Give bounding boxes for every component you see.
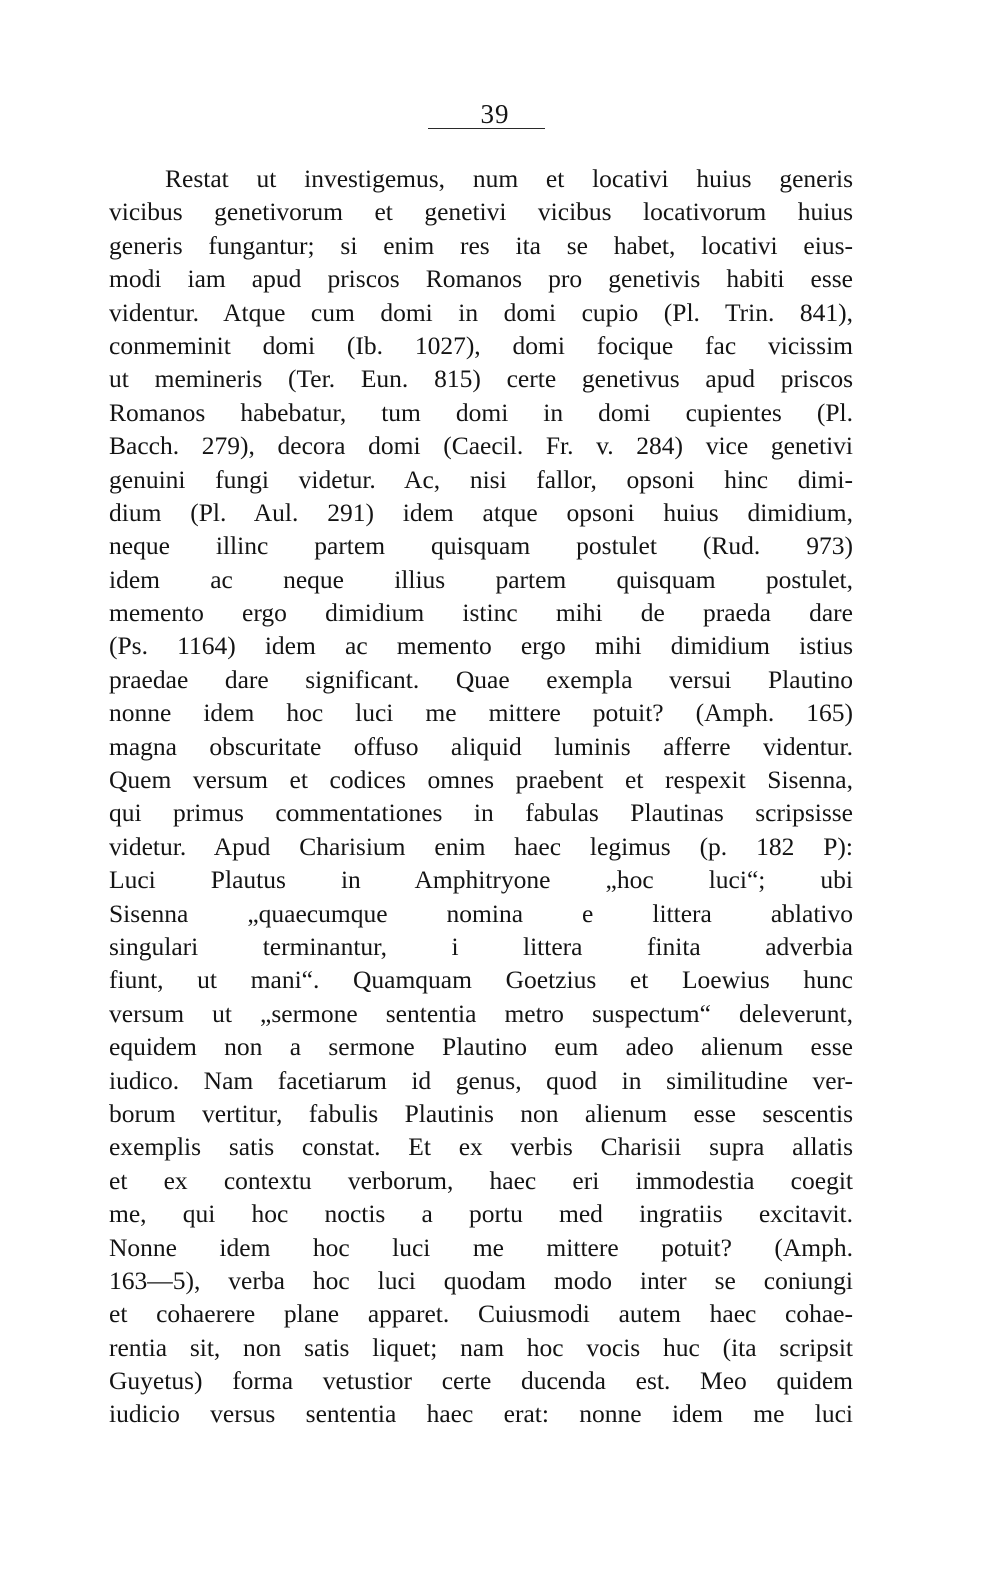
text-line: genuini fungi videtur. Ac, nisi fallor, opsoni hinc dimi- (109, 464, 853, 494)
body-text (109, 162, 853, 1431)
text-line: 163—5), verba hoc luci quodam modo inter se coniungi (109, 1265, 853, 1295)
text-line: generis fungantur; si enim res ita se habet, locativi eius- (109, 230, 853, 260)
text-line: memento ergo dimidium istinc mihi de praeda dare (109, 598, 853, 628)
text-line: exemplis satis constat. Et ex verbis Charisii supra allatis (109, 1132, 853, 1162)
text-line: Guyetus) forma vetustior certe ducenda est. Meo quidem (109, 1366, 853, 1396)
text-line: versum ut „sermone sententia metro suspectum“ deleverunt, (109, 998, 853, 1028)
text-line: conmeminit domi (Ib. 1027), domi focique fac vicissim (109, 330, 853, 360)
text-line: iudico. Nam facetiarum id genus, quod in similitudine ver- (109, 1065, 853, 1095)
text-line: Restat ut investigemus, num et locativi huius generis (165, 164, 853, 193)
text-line: modi iam apud priscos Romanos pro genetivis habiti esse (109, 264, 853, 294)
text-line: Bacch. 279), decora domi (Caecil. Fr. v. 284) vice genetivi (109, 431, 853, 461)
text-line: videtur. Apud Charisium enim haec legimus (p. 182 P): (109, 831, 853, 861)
text-line: Quem versum et codices omnes praebent et respexit Sisenna, (109, 765, 853, 795)
text-line: Nonne idem hoc luci me mittere potuit? (Amph. (109, 1232, 853, 1262)
text-line: Sisenna „quaecumque nomina e littera ablativo (109, 898, 853, 928)
text-line: idem ac neque illius partem quisquam postulet, (109, 564, 853, 594)
text-line: et cohaerere plane apparet. Cuiusmodi autem haec cohae- (109, 1299, 853, 1329)
text-line: nonne idem hoc luci me mittere potuit? (Amph. 165) (109, 698, 853, 728)
page-number: 39 (480, 99, 510, 129)
text-line: (Ps. 1164) idem ac memento ergo mihi dimidium istius (109, 631, 853, 661)
text-line: borum vertitur, fabulis Plautinis non alienum esse sescentis (109, 1098, 853, 1128)
text-line: neque illinc partem quisquam postulet (Rud. 973) (109, 531, 853, 561)
text-line: videntur. Atque cum domi in domi cupio (Pl. Trin. 841), (109, 297, 853, 327)
text-line: rentia sit, non satis liquet; nam hoc vocis huc (ita scripsit (109, 1332, 853, 1362)
text-line: iudicio versus sententia haec erat: nonne idem me luci (109, 1399, 853, 1429)
page-number-rule (428, 128, 545, 129)
text-line: ut memineris (Ter. Eun. 815) certe genetivus apud priscos (109, 364, 853, 394)
text-line: dium (Pl. Aul. 291) idem atque opsoni huius dimidium, (109, 497, 853, 527)
text-line: Luci Plautus in Amphitryone „hoc luci“; ubi (109, 865, 853, 895)
text-line: me, qui hoc noctis a portu med ingratiis excitavit. (109, 1199, 853, 1229)
text-line: qui primus commentationes in fabulas Plautinas scripsisse (109, 798, 853, 828)
text-line: fiunt, ut mani“. Quamquam Goetzius et Loewius hunc (109, 965, 853, 995)
text-line: magna obscuritate offuso aliquid luminis afferre videntur. (109, 731, 853, 761)
text-line: praedae dare significant. Quae exempla versui Plautino (109, 664, 853, 694)
text-line: singulari terminantur, i littera finita adverbia (109, 931, 853, 961)
text-line: Romanos habebatur, tum domi in domi cupientes (Pl. (109, 397, 853, 427)
text-line: vicibus genetivorum et genetivi vicibus locativorum huius (109, 197, 853, 227)
text-line: et ex contextu verborum, haec eri immodestia coegit (109, 1165, 853, 1195)
text-line: equidem non a sermone Plautino eum adeo alienum esse (109, 1032, 853, 1062)
